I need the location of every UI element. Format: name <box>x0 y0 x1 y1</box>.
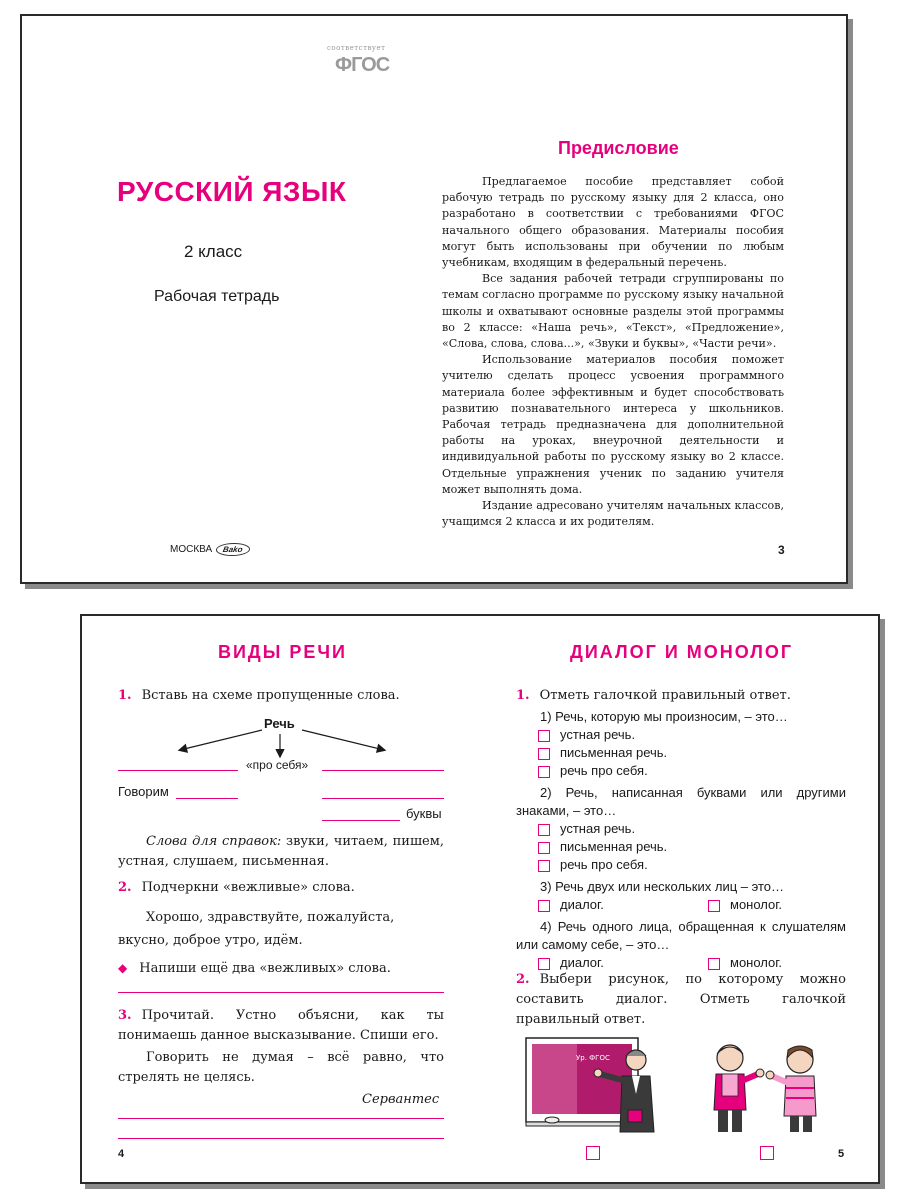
quote-author: Сервантес <box>362 1092 440 1107</box>
page-number: 5 <box>838 1148 845 1160</box>
task-2b <box>118 958 391 979</box>
blank-line[interactable] <box>176 798 238 799</box>
task-2 <box>516 970 846 1030</box>
option-label: монолог. <box>730 955 783 970</box>
question-4: 4) Речь одного лица, обращенная к слушателям или самому себе, – это… <box>516 919 846 952</box>
preface-title: Предисловие <box>558 138 679 158</box>
preface-paragraph: Все задания рабочей тетради сгруппированы по темам согласно программе по русскому языку начальной школы и охватывают основные разделы этой программы во 2 классе: «Наша речь», «Текст», «Предложение», «Слова, слова, слова...», «Звуки и буквы», «Части речи». <box>442 272 784 351</box>
checkbox[interactable] <box>538 900 550 912</box>
quote: Говорить не думая – всё равно, что стрелять не целясь. <box>118 1050 444 1085</box>
option[interactable] <box>516 856 846 874</box>
option[interactable] <box>516 726 846 744</box>
checkbox[interactable] <box>538 730 550 742</box>
option-label: речь про себя. <box>560 763 648 778</box>
checkbox[interactable] <box>538 766 550 778</box>
option-label: устная речь. <box>560 727 636 742</box>
book-grade: 2 класс <box>184 242 243 261</box>
preface-paragraph: Издание адресовано учителям начальных классов, учащимся 2 класса и их родителям. <box>442 499 784 529</box>
question-3: 3) Речь двух или нескольких лиц – это… <box>540 879 785 894</box>
publisher-city: МОСКВА <box>170 544 213 555</box>
option-label: монолог. <box>730 897 783 912</box>
reference-words <box>118 832 444 872</box>
answer-line[interactable] <box>118 992 444 993</box>
answer-line[interactable] <box>118 1118 444 1119</box>
reference-label: Слова для справок: <box>146 834 282 849</box>
scheme-middle: «про себя» <box>246 758 309 772</box>
picture-2-checkbox[interactable] <box>760 1142 774 1161</box>
task-number: 3. <box>118 1008 132 1023</box>
task-text: Подчеркни «вежливые» слова. <box>141 880 355 895</box>
option-label: письменная речь. <box>560 745 668 760</box>
question-block <box>516 708 846 972</box>
answer-line[interactable] <box>118 1138 444 1139</box>
task-2 <box>118 878 355 898</box>
checkbox[interactable] <box>538 748 550 760</box>
task-number: 2. <box>516 972 530 987</box>
page-number: 4 <box>118 1148 125 1160</box>
checkbox[interactable] <box>708 958 720 970</box>
option[interactable] <box>516 744 846 762</box>
scheme-arrows <box>162 722 482 766</box>
preface-paragraph: Использование материалов пособия поможет учителю сделать процесс усвоения программного материала более эффективным и будет способствовать развитию познавательного интереса у школьников. Рабочая тетрадь предназначена для дополнительной работы на уроках, внеурочной деятельности и индивидуальной работы по русскому языку во 2 классе. Отдельные упражнения ученик по заданию учителя может выполнять дома. <box>442 353 784 496</box>
preface-text <box>442 174 784 530</box>
spread-title-preface <box>20 14 848 584</box>
fgos-logo-word: ФГОС <box>335 54 390 76</box>
option-label: диалог. <box>560 897 604 912</box>
fgos-logo-arc-text: соответствует <box>327 44 386 52</box>
task-1 <box>516 686 791 706</box>
publisher-logo: Bako <box>215 543 251 556</box>
checkbox[interactable] <box>538 860 550 872</box>
page-number: 3 <box>778 543 785 557</box>
book-type: Рабочая тетрадь <box>154 288 280 305</box>
task-text: Вставь на схеме пропущенные слова. <box>141 688 400 703</box>
task-text: Отметь галочкой правильный ответ. <box>539 688 791 703</box>
section-heading-dialog-monolog: ДИАЛОГ И МОНОЛОГ <box>570 642 794 662</box>
publisher <box>170 543 250 556</box>
task-number: 1. <box>118 688 132 703</box>
spread-exercises <box>80 614 880 1184</box>
preface-paragraph: Предлагаемое пособие представляет собой рабочую тетрадь по русскому языку для 2 класса, оно разработано в соответствии с требованиями ФГОС начального общего образования. Материалы пособия могут быть использованы при обучении по любым учебникам, входящим в федеральный перечень. <box>442 175 784 270</box>
task-1 <box>118 686 400 706</box>
option[interactable] <box>516 838 846 856</box>
reference-list: звуки, читаем, пишем, устная, слушаем, письменная. <box>118 834 444 869</box>
task-text: Напиши ещё два «вежливых» слова. <box>139 961 391 976</box>
task-text: Прочитай. Устно объясни, как ты понимаешь данное высказывание. Спиши его. <box>118 1008 444 1043</box>
question-1: 1) Речь, которую мы произносим, – это… <box>540 709 788 724</box>
option[interactable] <box>708 896 782 914</box>
scheme-right: буквы <box>406 806 442 821</box>
task-text: Выбери рисунок, по которому можно составить диалог. Отметь галочкой правильный ответ. <box>516 972 846 1027</box>
checkbox[interactable] <box>586 1146 600 1160</box>
section-heading-vidy-rechi: ВИДЫ РЕЧИ <box>218 642 347 662</box>
checkbox[interactable] <box>538 824 550 836</box>
polite-words: Хорошо, здравствуйте, пожалуйста, вкусно, доброе утро, идём. <box>118 910 395 948</box>
option[interactable] <box>538 896 708 914</box>
fgos-logo <box>327 44 390 80</box>
teacher-at-board-picture <box>524 1034 664 1136</box>
option-label: устная речь. <box>560 821 636 836</box>
board-text: Ур. ФГОС <box>576 1054 610 1062</box>
book-title: РУССКИЙ ЯЗЫК <box>117 176 347 207</box>
scheme-root: Речь <box>264 716 295 731</box>
option-label: письменная речь. <box>560 839 668 854</box>
option-label: диалог. <box>560 955 604 970</box>
task-number: 2. <box>118 880 132 895</box>
blank-line[interactable] <box>118 770 238 771</box>
blank-line[interactable] <box>322 798 444 799</box>
checkbox[interactable] <box>538 842 550 854</box>
checkbox[interactable] <box>760 1146 774 1160</box>
scheme-left: Говорим <box>118 784 169 799</box>
option-row <box>516 896 846 914</box>
blank-line[interactable] <box>322 770 444 771</box>
blank-line[interactable] <box>322 820 400 821</box>
two-children-picture <box>704 1036 834 1136</box>
question-2: 2) Речь, написанная буквами или другими знаками, – это… <box>516 785 846 818</box>
picture-1-checkbox[interactable] <box>586 1142 600 1161</box>
checkbox[interactable] <box>538 958 550 970</box>
option-label: речь про себя. <box>560 857 648 872</box>
task-3 <box>118 1006 444 1046</box>
checkbox[interactable] <box>708 900 720 912</box>
option[interactable] <box>516 762 846 780</box>
task-number: 1. <box>516 688 530 703</box>
option[interactable] <box>516 820 846 838</box>
diamond-icon: ◆ <box>118 961 128 975</box>
